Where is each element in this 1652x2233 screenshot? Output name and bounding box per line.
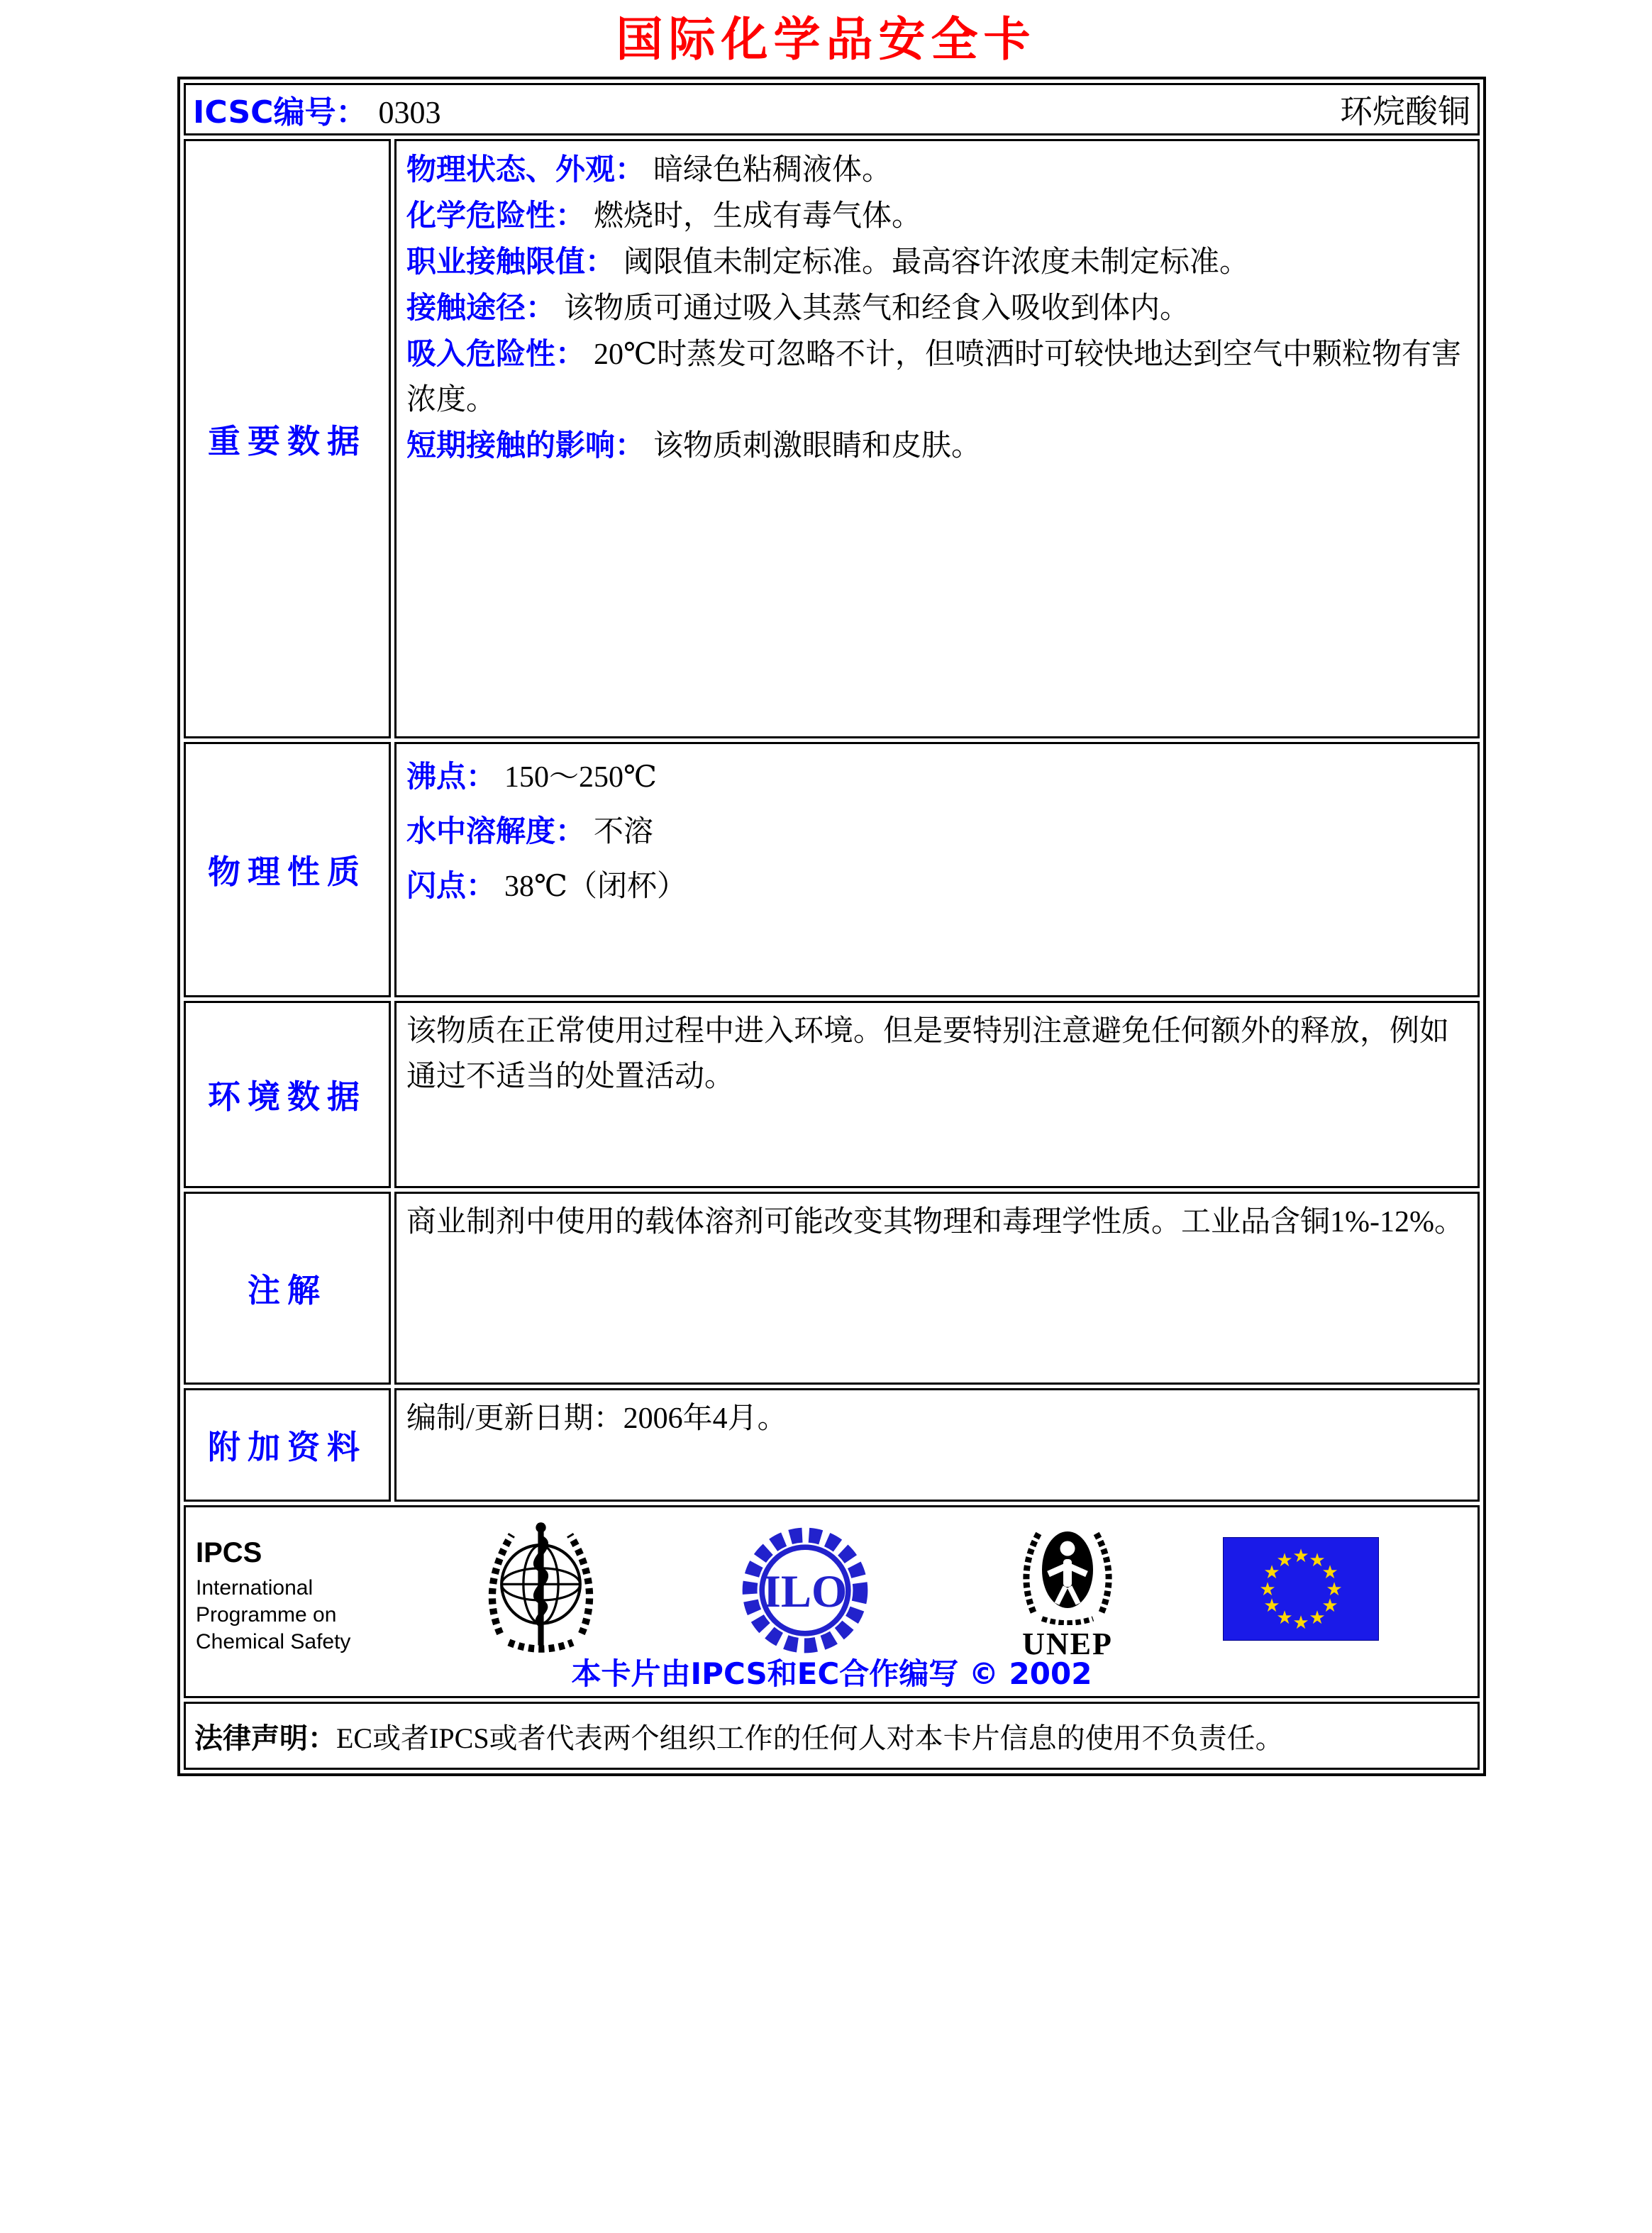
field-label: 沸点： <box>406 759 497 794</box>
important-data-content <box>394 139 1480 738</box>
field-label: 闪点： <box>406 868 497 903</box>
header-cell <box>184 83 1480 135</box>
field-value: 38℃（闭杯） <box>504 870 687 903</box>
data-field-row <box>406 331 1468 423</box>
field-value: 不溶 <box>594 816 654 848</box>
legal-label: 法律声明： <box>194 1722 336 1755</box>
page-title: 国际化学品安全卡 <box>616 11 1036 67</box>
section-label-important-data: 重要数据 <box>184 139 391 738</box>
icsc-number-value: 0303 <box>378 95 441 130</box>
legal-row <box>184 1702 1480 1770</box>
environmental-data-content: 该物质在正常使用过程中进入环境。但是要特别注意避免任何额外的释放，例如通过不适当的处置活动。 <box>394 1001 1480 1188</box>
data-field-row <box>406 285 1468 331</box>
svg-text:★: ★ <box>1292 1546 1309 1567</box>
legal-cell <box>184 1702 1480 1770</box>
ipcs-line: Chemical Safety <box>196 1630 351 1653</box>
legal-text: EC或者IPCS或者代表两个组织工作的任何人对本卡片信息的使用不负责任。 <box>336 1722 1284 1754</box>
data-field-row <box>406 239 1468 285</box>
field-value: 150～250℃ <box>504 761 657 794</box>
header-content <box>186 85 1478 133</box>
logos-row <box>184 1505 1480 1698</box>
data-field-row <box>406 193 1468 239</box>
svg-text:★: ★ <box>1259 1579 1276 1600</box>
important-data-row <box>184 139 1480 738</box>
field-label: 接触途径： <box>406 290 556 325</box>
field-value: 20℃时蒸发可忽略不计，但喷洒时可较快地达到空气中颗粒物有害浓度。 <box>406 338 1462 416</box>
section-label-environmental-data: 环境数据 <box>184 1001 391 1188</box>
eu-flag-icon <box>1223 1537 1379 1641</box>
ipcs-acronym: IPCS <box>196 1537 262 1568</box>
svg-text:★: ★ <box>1321 1562 1338 1583</box>
field-label: 短期接触的影响： <box>406 428 645 462</box>
section-label-notes: 注解 <box>184 1192 391 1385</box>
card-credit-caption: 本卡片由IPCS和EC合作编写 © 2002 <box>571 1656 1092 1691</box>
notes-content: 商业制剂中使用的载体溶剂可能改变其物理和毒理学性质。工业品含铜1%-12%。 <box>394 1192 1480 1385</box>
svg-text:★: ★ <box>1309 1607 1326 1629</box>
field-value: 该物质刺激眼睛和皮肤。 <box>653 430 982 462</box>
unep-logo-text: UNEP <box>1022 1627 1113 1661</box>
field-value: 暗绿色粘稠液体。 <box>653 154 892 187</box>
field-value: 阈限值未制定标准。最高容许浓度未制定标准。 <box>623 246 1250 279</box>
ipcs-line: Programme on <box>196 1603 337 1627</box>
data-field-row <box>406 859 1468 914</box>
field-label: 吸入危险性： <box>406 336 586 371</box>
svg-text:★: ★ <box>1321 1595 1338 1617</box>
logos-cell <box>184 1505 1480 1698</box>
additional-info-row <box>184 1388 1480 1502</box>
additional-info-content: 编制/更新日期：2006年4月。 <box>394 1388 1480 1502</box>
field-value: 该物质可通过吸入其蒸气和经食入吸收到体内。 <box>564 292 1190 325</box>
field-label: 化学危险性： <box>406 198 586 233</box>
notes-row <box>184 1192 1480 1385</box>
ipcs-line: International <box>196 1576 314 1600</box>
field-label: 职业接触限值： <box>406 244 616 279</box>
section-label-physical-properties: 物理性质 <box>184 742 391 997</box>
field-value: 燃烧时，生成有毒气体。 <box>594 200 922 233</box>
svg-text:★: ★ <box>1276 1607 1293 1629</box>
ilo-logo-icon <box>738 1523 872 1658</box>
icsc-card-table <box>177 77 1486 1776</box>
svg-text:★: ★ <box>1292 1612 1309 1634</box>
ipcs-text-block <box>196 1537 350 1656</box>
field-label: 水中溶解度： <box>406 814 586 848</box>
chemical-name: 环烷酸铜 <box>1340 94 1470 130</box>
unep-logo-block <box>993 1519 1142 1662</box>
field-label: 物理状态、外观： <box>406 152 645 187</box>
svg-text:★: ★ <box>1263 1562 1280 1583</box>
svg-text:★: ★ <box>1276 1550 1293 1571</box>
data-field-row <box>406 750 1468 804</box>
icsc-number-label: ICSC编号： <box>193 94 367 131</box>
svg-text:★: ★ <box>1326 1579 1343 1600</box>
physical-properties-content <box>394 742 1480 997</box>
header-row <box>184 83 1480 135</box>
svg-text:★: ★ <box>1309 1550 1326 1571</box>
data-field-row <box>406 804 1468 859</box>
physical-properties-row <box>184 742 1480 997</box>
unep-logo-icon <box>993 1519 1142 1625</box>
who-logo-icon <box>468 1514 614 1660</box>
icsc-number-group <box>193 87 440 132</box>
svg-text:★: ★ <box>1263 1595 1280 1617</box>
data-field-row <box>406 423 1468 469</box>
environmental-data-row <box>184 1001 1480 1188</box>
data-field-row <box>406 147 1468 193</box>
section-label-additional-info: 附加资料 <box>184 1388 391 1502</box>
ilo-logo-text: ILO <box>763 1565 848 1617</box>
